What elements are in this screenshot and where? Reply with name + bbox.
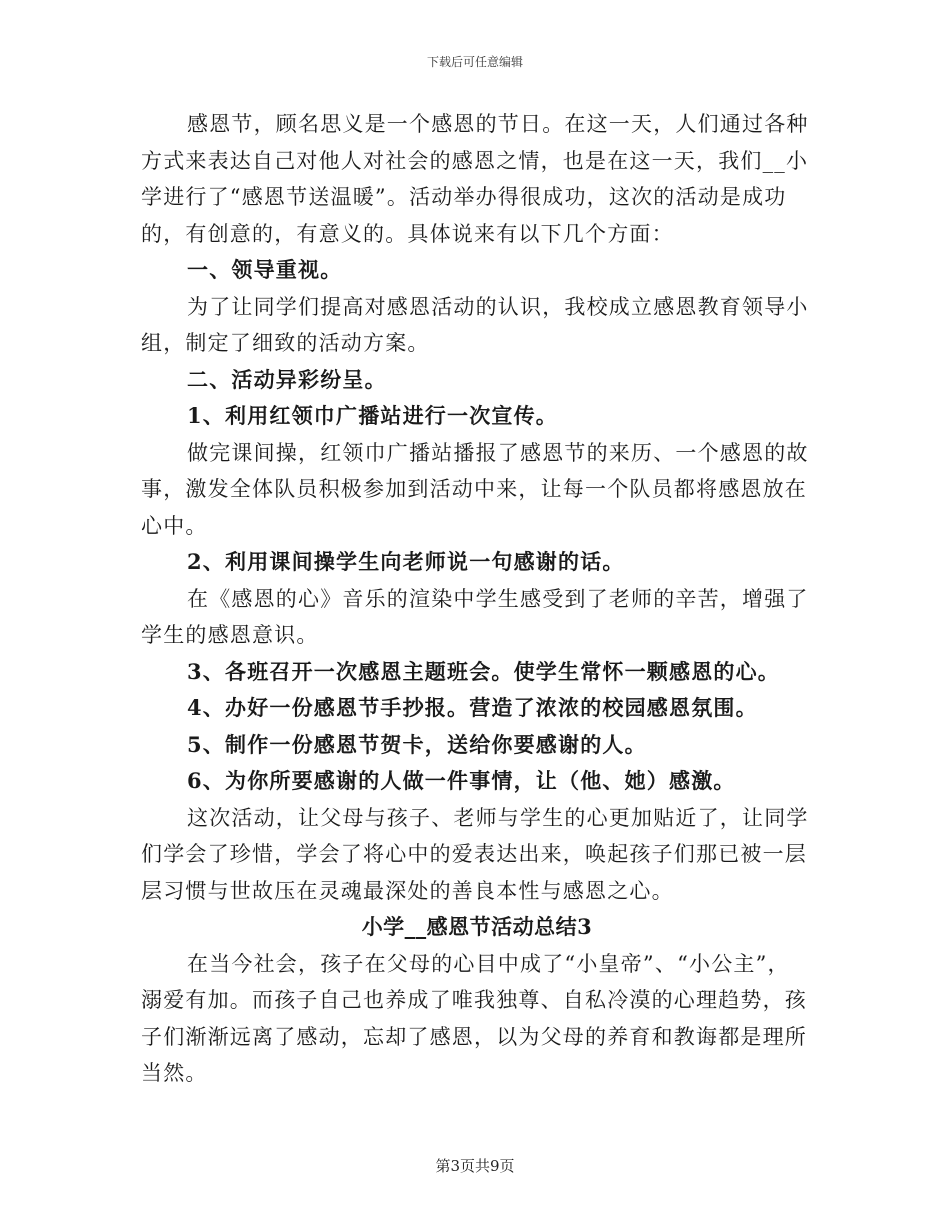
paragraph-line: 们学会了珍惜，学会了将心中的爱表达出来，唤起孩子们那已被一层 xyxy=(141,842,807,866)
paragraph-line: 在《感恩的心》音乐的渲染中学生感受到了老师的辛苦，增强了 xyxy=(187,586,809,611)
paragraph-line: 子们渐渐远离了感动，忘却了感恩，以为父母的养育和教诲都是理所 xyxy=(141,1024,807,1049)
paragraph-line: 在当今社会，孩子在父母的心目中成了“小皇帝”、“小公主”， xyxy=(187,951,790,976)
paragraph-line: 层习惯与世故压在灵魂最深处的善良本性与感恩之心。 xyxy=(141,878,674,903)
paragraph-line: 学生的感恩意识。 xyxy=(141,623,319,647)
item-heading: 3、各班召开一次感恩主题班会。使学生常怀一颗感恩的心。 xyxy=(187,658,781,684)
paragraph-line: 为了让同学们提高对感恩活动的认识，我校成立感恩教育领导小 xyxy=(187,294,809,319)
paragraph-line: 的，有创意的，有意义的。具体说来有以下几个方面： xyxy=(141,221,674,246)
item-heading: 4、办好一份感恩节手抄报。营造了浓浓的校园感恩氛围。 xyxy=(187,695,758,720)
paragraph-line: 感恩节，顾名思义是一个感恩的节日。在这一天，人们通过各种 xyxy=(187,112,809,136)
paragraph-line: 心中。 xyxy=(141,513,208,538)
paragraph-line: 组，制定了细致的活动方案。 xyxy=(141,331,430,355)
article-title: 小学__感恩节活动总结3 xyxy=(361,914,593,939)
paragraph-line: 溺爱有加。而孩子自己也养成了唯我独尊、自私冷漠的心理趋势，孩 xyxy=(141,988,807,1012)
paragraph-line: 这次活动，让父母与孩子、老师与学生的心更加贴近了，让同学 xyxy=(187,805,809,830)
item-heading: 2、利用课间操学生向老师说一句感谢的话。 xyxy=(187,549,625,574)
page-number: 第3页共9页 xyxy=(435,1157,515,1175)
section-heading: 一、领导重视。 xyxy=(187,257,343,282)
document-body xyxy=(141,106,813,1092)
item-heading: 6、为你所要感谢的人做一件事情，让（他、她）感激。 xyxy=(187,768,736,793)
section-heading: 二、活动异彩纷呈。 xyxy=(187,366,387,392)
header-note: 下载后可任意编辑 xyxy=(426,55,523,69)
paragraph-line: 方式来表达自己对他人对社会的感恩之情，也是在这一天，我们__小 xyxy=(141,148,809,173)
paragraph-line: 做完课间操，红领巾广播站播报了感恩节的来历、一个感恩的故 xyxy=(187,440,809,465)
paragraph-line: 事，激发全体队员积极参加到活动中来，让每一个队员都将感恩放在 xyxy=(141,477,807,501)
paragraph-line: 当然。 xyxy=(141,1061,208,1085)
item-heading: 1、利用红领巾广播站进行一次宣传。 xyxy=(187,403,559,428)
item-heading: 5、制作一份感恩节贺卡，送给你要感谢的人。 xyxy=(187,731,647,757)
paragraph-line: 学进行了“感恩节送温暖”。活动举办得很成功，这次的活动是成功 xyxy=(141,185,787,209)
